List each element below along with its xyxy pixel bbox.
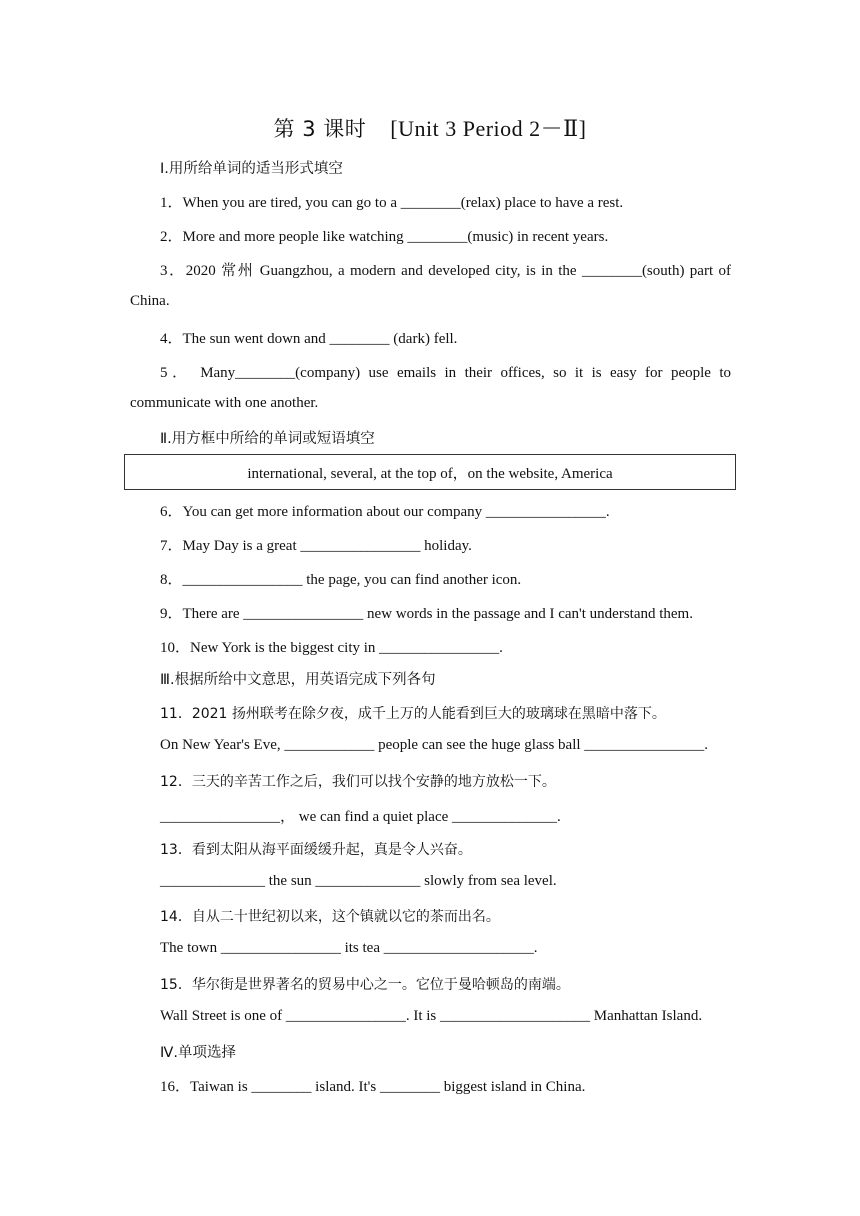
- question-12-chinese: 12．三天的辛苦工作之后，我们可以找个安静的地方放松一下。: [160, 774, 556, 790]
- section-1-heading: Ⅰ.用所给单词的适当形式填空: [160, 161, 343, 177]
- question-16: 16．Taiwan is ________ island. It's ________ biggest island in China.: [160, 1079, 586, 1095]
- question-15-english: Wall Street is one of ________________. It is ____________________ Manhattan Island.: [160, 1008, 703, 1024]
- section-2-heading: Ⅱ.用方框中所给的单词或短语填空: [160, 431, 375, 447]
- question-1: 1．When you are tired, you can go to a ________(relax) place to have a rest.: [160, 195, 624, 211]
- word-box: [124, 454, 736, 490]
- title-unit: [Unit 3 Period 2－Ⅱ]: [390, 116, 587, 141]
- question-13-chinese: 13．看到太阳从海平面缓缓升起，真是令人兴奋。: [160, 842, 472, 858]
- question-7: 7．May Day is a great ________________ holiday.: [160, 538, 472, 554]
- question-10: 10．New York is the biggest city in ________________.: [160, 640, 503, 656]
- question-8: 8．________________ the page, you can find another icon.: [160, 572, 522, 588]
- word-box-text: international, several, at the top of，on the website, America: [247, 465, 613, 482]
- question-5-line-2: communicate with one another.: [130, 395, 319, 411]
- section-4-heading: Ⅳ.单项选择: [160, 1045, 236, 1061]
- section-3-heading: Ⅲ.根据所给中文意思，用英语完成下列各句: [160, 672, 436, 688]
- question-11-english: On New Year's Eve, ____________ people can see the huge glass ball ________________.: [160, 737, 709, 753]
- question-3-line-1: 3．2020 常州 Guangzhou, a modern and developed city, is in the ________(south) part of: [160, 263, 731, 279]
- title-lesson: 第 3 课时: [273, 117, 367, 141]
- question-9: 9．There are ________________ new words in the passage and I can't understand them.: [160, 606, 693, 622]
- question-4: 4．The sun went down and ________ (dark) fell.: [160, 331, 458, 347]
- question-14-english: The town ________________ its tea ____________________.: [160, 940, 538, 956]
- question-15-chinese: 15．华尔街是世界著名的贸易中心之一。它位于曼哈顿岛的南端。: [160, 977, 570, 993]
- question-3-line-2: China.: [130, 293, 170, 309]
- question-12-english: ________________， we can find a quiet place ______________.: [160, 809, 561, 825]
- question-2: 2．More and more people like watching ________(music) in recent years.: [160, 229, 609, 245]
- question-6: 6．You can get more information about our company ________________.: [160, 504, 610, 520]
- question-11-chinese: 11．2021 扬州联考在除夕夜，成千上万的人能看到巨大的玻璃球在黑暗中落下。: [160, 706, 666, 722]
- question-5-line-1: 5． Many________(company) use emails in their offices, so it is easy for people to: [160, 365, 731, 381]
- question-14-chinese: 14．自从二十世纪初以来，这个镇就以它的茶而出名。: [160, 909, 500, 925]
- question-13-english: ______________ the sun ______________ slowly from sea level.: [160, 873, 557, 889]
- page-title: [0, 112, 860, 143]
